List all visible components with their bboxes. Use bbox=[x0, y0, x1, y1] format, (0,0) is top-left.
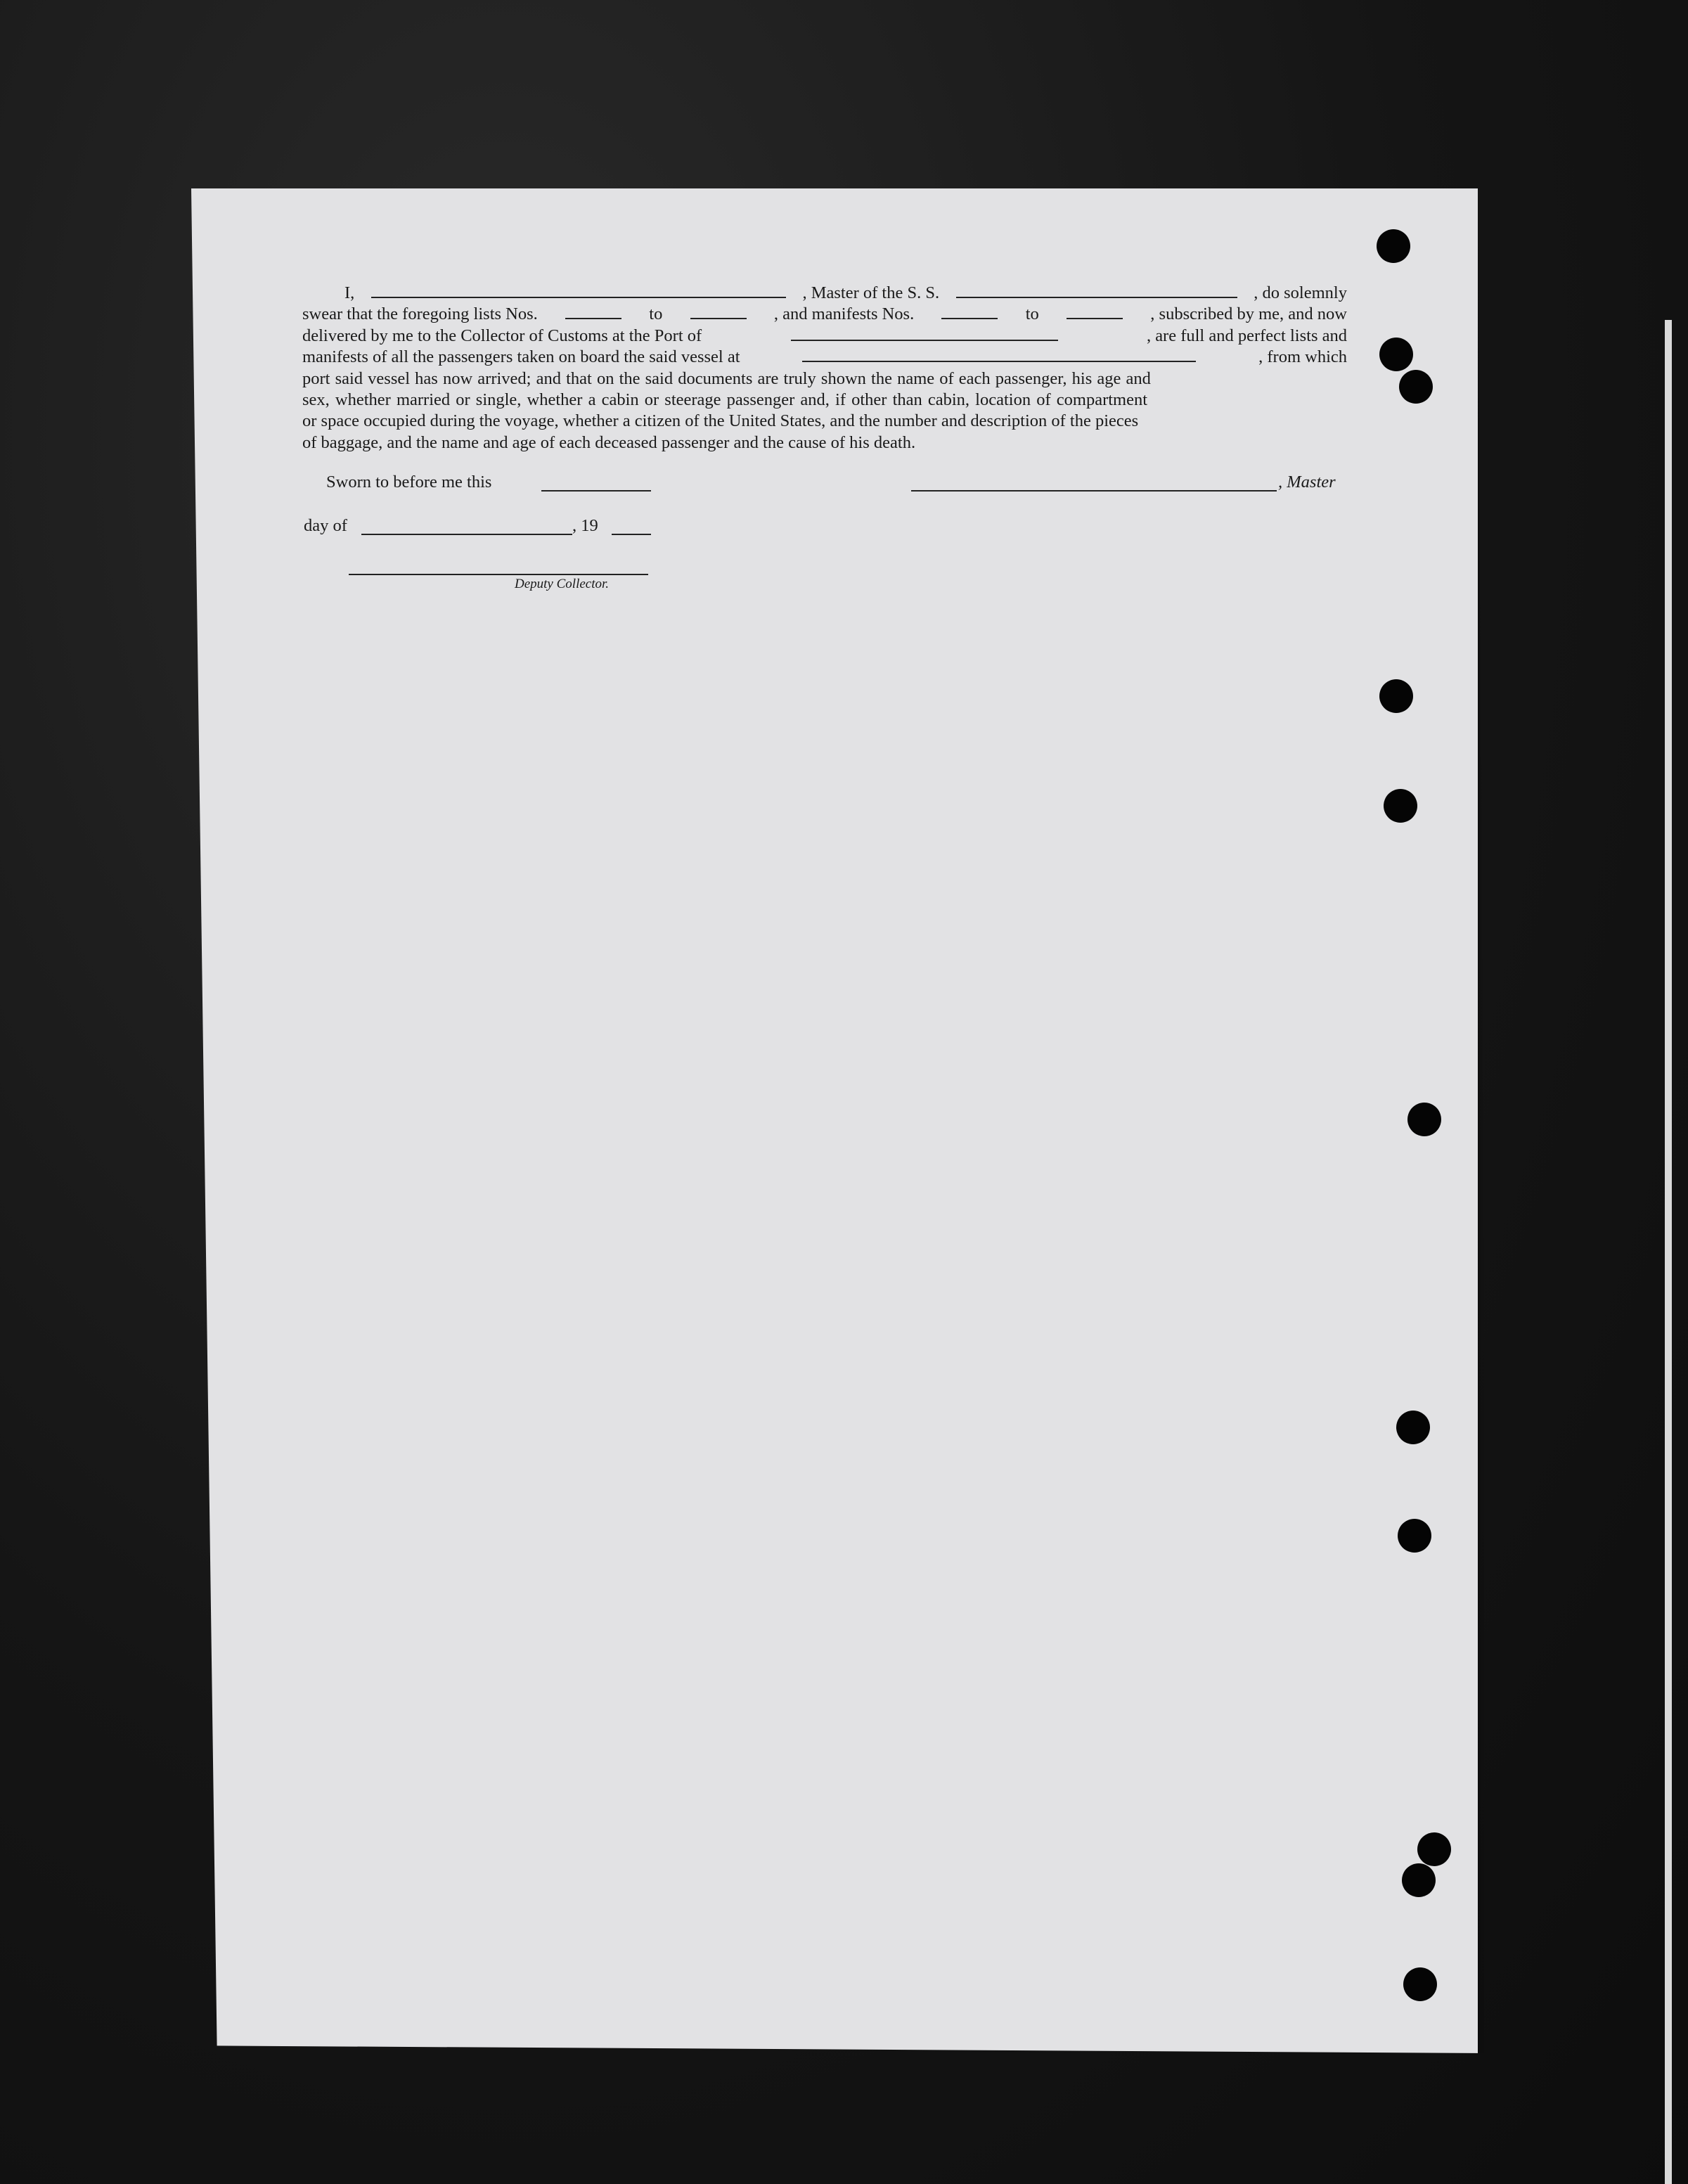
month-blank bbox=[361, 534, 572, 535]
oath-text: of baggage, and the name and age of each deceased passenger and the cause of his death. bbox=[302, 432, 916, 452]
master-text: , Master bbox=[1278, 473, 1336, 492]
oath-text: or space occupied during the voyage, whether a citizen of the United States, and the number and description of the pieces bbox=[302, 411, 1139, 431]
deputy-collector-caption bbox=[515, 577, 609, 592]
master-name-blank bbox=[371, 284, 786, 298]
document-page bbox=[191, 188, 1478, 2053]
oath-line-4 bbox=[302, 347, 1347, 368]
oath-text: , do solemnly bbox=[1254, 283, 1347, 302]
oath-line-7 bbox=[302, 411, 1347, 432]
departure-port-blank bbox=[802, 348, 1196, 362]
sworn-label bbox=[326, 473, 491, 492]
oath-text: delivered by me to the Collector of Customs at the Port of bbox=[302, 326, 702, 345]
oath-text: , and manifests Nos. bbox=[773, 304, 915, 324]
oath-text: manifests of all the passengers taken on board the said vessel at bbox=[302, 347, 740, 367]
punch-hole-11 bbox=[1403, 1967, 1437, 2001]
sworn-date-blank bbox=[541, 490, 651, 492]
punch-hole-9 bbox=[1417, 1832, 1451, 1866]
year-blank bbox=[612, 534, 651, 535]
sworn-text: Sworn to before me this bbox=[326, 473, 492, 492]
punch-hole-7 bbox=[1396, 1411, 1430, 1444]
master-signature-line bbox=[911, 490, 1277, 492]
day-of-text: day of bbox=[304, 516, 347, 535]
oath-text: sex, whether married or single, whether a cabin or steerage passenger and, if other than cabin, location of compartment bbox=[302, 390, 1148, 410]
oath-line-3 bbox=[302, 326, 1347, 347]
oath-text: I, bbox=[344, 283, 355, 302]
punch-hole-6 bbox=[1407, 1103, 1441, 1136]
oath-line-5 bbox=[302, 368, 1347, 390]
oath-line-1 bbox=[302, 283, 1347, 304]
lists-from-blank bbox=[565, 305, 621, 319]
oath-text: to bbox=[1025, 304, 1039, 324]
punch-hole-2 bbox=[1379, 338, 1413, 371]
punch-hole-1 bbox=[1377, 229, 1410, 263]
ship-name-blank bbox=[956, 284, 1237, 298]
oath-text: , from which bbox=[1258, 347, 1347, 367]
oath-line-2 bbox=[302, 304, 1347, 325]
year-text: , 19 bbox=[572, 516, 598, 535]
oath-text: , Master of the S. S. bbox=[802, 283, 940, 302]
manifests-to-blank bbox=[1067, 305, 1123, 319]
manifests-from-blank bbox=[941, 305, 998, 319]
oath-paragraph bbox=[302, 283, 1347, 454]
deputy-text: Deputy Collector. bbox=[515, 577, 610, 591]
oath-line-6 bbox=[302, 390, 1347, 411]
port-blank bbox=[791, 327, 1058, 341]
scanner-edge-strip bbox=[1665, 320, 1672, 2184]
master-label bbox=[1278, 473, 1336, 492]
oath-text: swear that the foregoing lists Nos. bbox=[302, 304, 538, 324]
oath-text: port said vessel has now arrived; and that on the said documents are truly shown the name of each passenger, his age and bbox=[302, 368, 1151, 388]
lists-to-blank bbox=[690, 305, 747, 319]
oath-text: , are full and perfect lists and bbox=[1146, 326, 1347, 345]
day-of-label bbox=[304, 516, 347, 536]
punch-hole-3 bbox=[1399, 370, 1433, 404]
punch-hole-8 bbox=[1398, 1519, 1431, 1553]
punch-hole-5 bbox=[1384, 789, 1417, 823]
oath-text: to bbox=[649, 304, 663, 324]
punch-hole-4 bbox=[1379, 679, 1413, 713]
oath-line-8 bbox=[302, 432, 1347, 454]
deputy-signature-line bbox=[349, 574, 648, 575]
punch-hole-10 bbox=[1402, 1863, 1436, 1897]
oath-text: , subscribed by me, and now bbox=[1150, 304, 1347, 324]
year-label bbox=[572, 516, 598, 536]
